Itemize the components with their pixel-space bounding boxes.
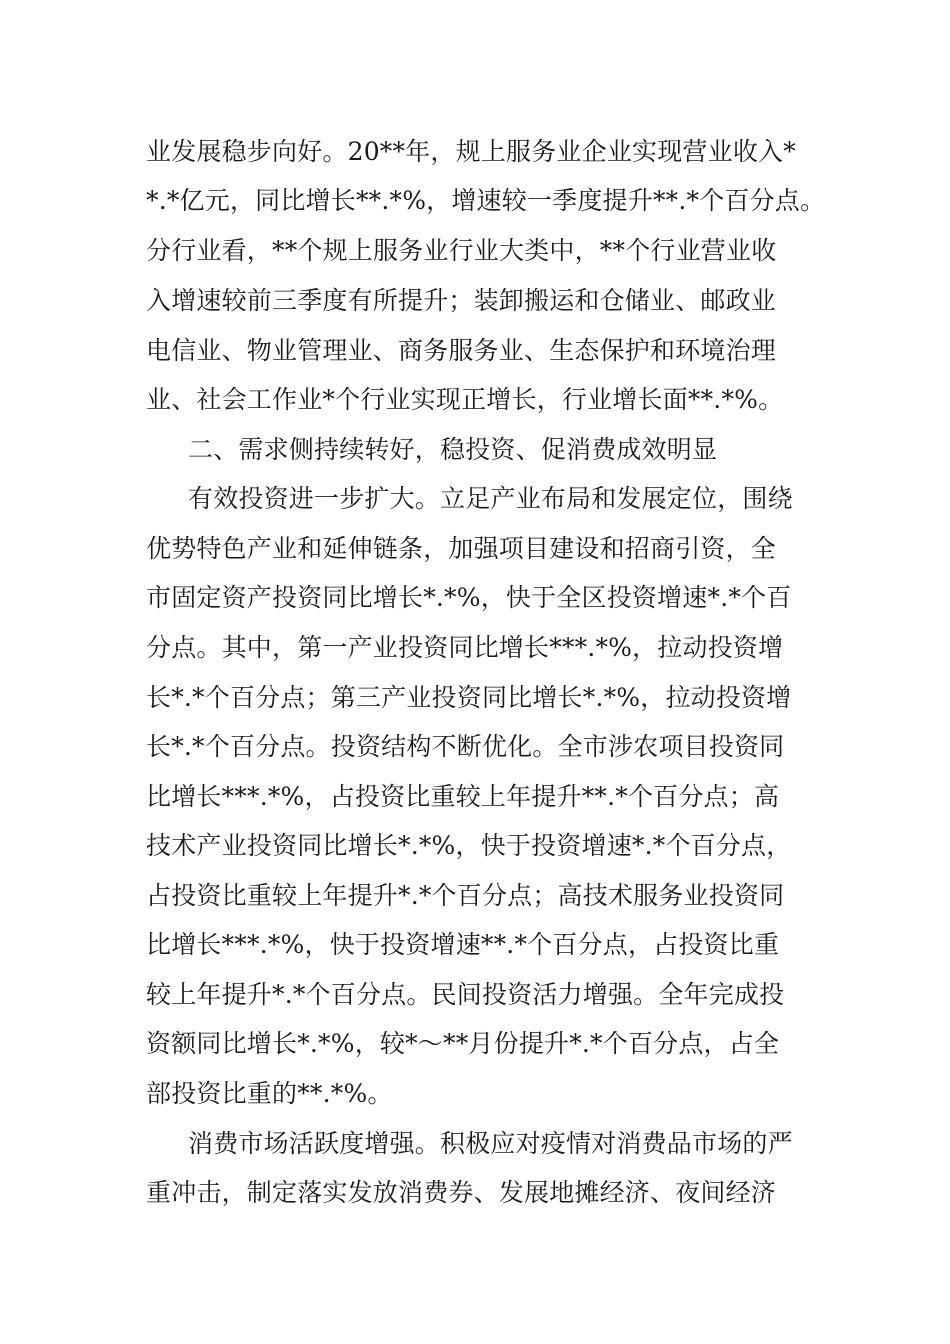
text-line: 电信业、物业管理业、商务服务业、生态保护和环境治理 xyxy=(146,336,777,365)
text-line: 比增长***.*%，占投资比重较上年提升**.*个百分点；高 xyxy=(146,782,780,811)
text-line: 资额同比增长*.*%，较*～**月份提升*.*个百分点，占全 xyxy=(146,1029,780,1058)
text-line: 部投资比重的**.*%。 xyxy=(146,1079,393,1108)
text-line: 优势特色产业和延伸链条，加强项目建设和招商引资，全 xyxy=(146,534,777,563)
text-line: *.*亿元，同比增长**.*%，增速较一季度提升**.*个百分点。 xyxy=(146,186,826,215)
text-line: 消费市场活跃度增强。积极应对疫情对消费品市场的严 xyxy=(188,1129,793,1158)
text-line: 重冲击，制定落实发放消费券、发展地摊经济、夜间经济 xyxy=(146,1178,777,1207)
text-line: 入增速较前三季度有所提升；装卸搬运和仓储业、邮政业 xyxy=(146,286,777,315)
text-line: 业发展稳步向好。20**年，规上服务业企业实现营业收入* xyxy=(146,137,796,166)
text-line: 分点。其中，第一产业投资同比增长***.*%，拉动投资增 xyxy=(146,633,784,662)
text-line: 市固定资产投资同比增长*.*%，快于全区投资增速*.*个百 xyxy=(146,583,792,612)
text-line: 分行业看，**个规上服务业行业大类中，**个行业营业收 xyxy=(146,236,777,265)
text-line: 较上年提升*.*个百分点。民间投资活力增强。全年完成投 xyxy=(146,980,785,1009)
section-heading: 二、需求侧持续转好，稳投资、促消费成效明显 xyxy=(188,435,718,464)
text-line: 比增长***.*%，快于投资增速**.*个百分点，占投资比重 xyxy=(146,930,780,959)
text-line: 业、社会工作业*个行业实现正增长，行业增长面**.*%。 xyxy=(146,385,784,414)
text-line: 技术产业投资同比增长*.*%，快于投资增速*.*个百分点， xyxy=(146,831,792,860)
text-line: 长*.*个百分点。投资结构不断优化。全市涉农项目投资同 xyxy=(146,732,785,761)
text-line: 有效投资进一步扩大。立足产业布局和发展定位，围绕 xyxy=(188,484,793,513)
text-line: 占投资比重较上年提升*.*个百分点；高技术服务业投资同 xyxy=(146,881,785,910)
text-line: 长*.*个百分点；第三产业投资同比增长*.*%，拉动投资增 xyxy=(146,683,792,712)
